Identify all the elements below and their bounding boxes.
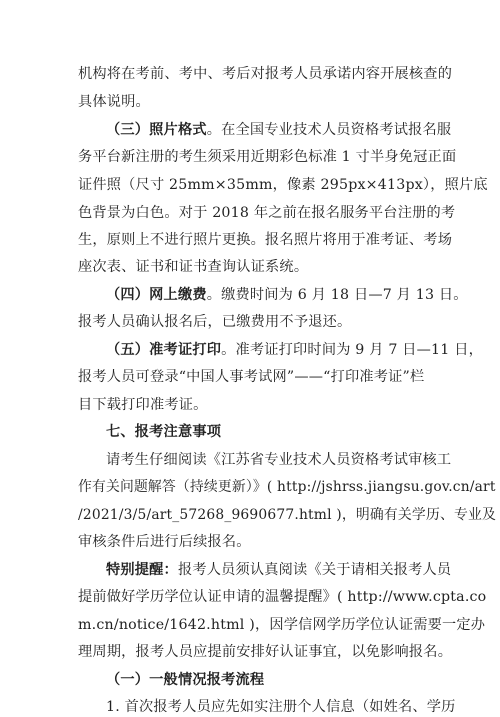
special-reminder-label: 特别提醒： <box>106 562 178 578</box>
text-span: 报考人员须认真阅读《关于请相关报考人员 <box>177 562 452 578</box>
text-line: m.cn/notice/1642.html )，因学信网学历学位认证需要一定办 <box>78 617 486 633</box>
text-span: 。准考证打印时间为 9 月 7 日—11 日， <box>221 342 483 358</box>
text-line: 1. 首次报考人员应先如实注册个人信息（如姓名、学历 <box>106 699 456 715</box>
text-line: 目下载打印准考证。 <box>78 397 208 413</box>
paragraph-photo-format <box>106 120 451 140</box>
text-line: 理周期，报考人员应提前安排好认证事宜，以免影响报名。 <box>78 644 453 660</box>
section-heading: 七、报考注意事项 <box>106 424 222 440</box>
subsection-heading: （一）一般情况报考流程 <box>106 672 265 688</box>
heading-online-payment: （四）网上缴费 <box>106 287 207 303</box>
text-line: 报考人员确认报名后，已缴费用不予退还。 <box>78 314 352 330</box>
paragraph-admission-ticket <box>106 340 483 360</box>
text-line: 机构将在考前、考中、考后对报考人员承诺内容开展核查的 <box>78 66 453 82</box>
heading-admission-ticket: （五）准考证打印 <box>106 342 222 358</box>
text-line: 证件照（尺寸 25mm×35mm，像素 295px×413px），照片底 <box>78 177 488 193</box>
text-line: 请考生仔细阅读《江苏省专业技术人员资格考试审核工 <box>106 452 452 468</box>
text-line: 作有关问题解答（持续更新）》( http://jshrss.jiangsu.gov.cn/art <box>78 479 496 495</box>
text-span: 。在全国专业技术人员资格考试报名服 <box>206 122 452 138</box>
text-line: 座次表、证书和证书查询认证系统。 <box>78 259 309 275</box>
text-line: 生，原则上不进行照片更换。报名照片将用于准考证、考场 <box>78 232 453 248</box>
paragraph-online-payment <box>106 285 468 305</box>
text-line: /2021/3/5/art_57268_9690677.html )，明确有关学历、专业及 <box>78 507 497 523</box>
text-line: 审核条件后进行后续报名。 <box>78 534 251 550</box>
text-line: 务平台新注册的考生须采用近期彩色标准 1 寸半身免冠正面 <box>78 149 457 165</box>
paragraph-special-reminder <box>106 560 451 580</box>
text-line: 报考人员可登录“中国人事考试网”——“打印准考证”栏 <box>78 369 425 385</box>
text-line: 色背景为白色。对于 2018 年之前在报名服务平台注册的考 <box>78 205 456 221</box>
text-line: 提前做好学历学位认证申请的温馨提醒》( http://www.cpta.co <box>78 589 487 605</box>
text-span: 。缴费时间为 6 月 18 日—7 月 13 日。 <box>206 287 468 303</box>
text-line: 具体说明。 <box>78 94 150 110</box>
heading-photo-format: （三）照片格式 <box>106 122 207 138</box>
